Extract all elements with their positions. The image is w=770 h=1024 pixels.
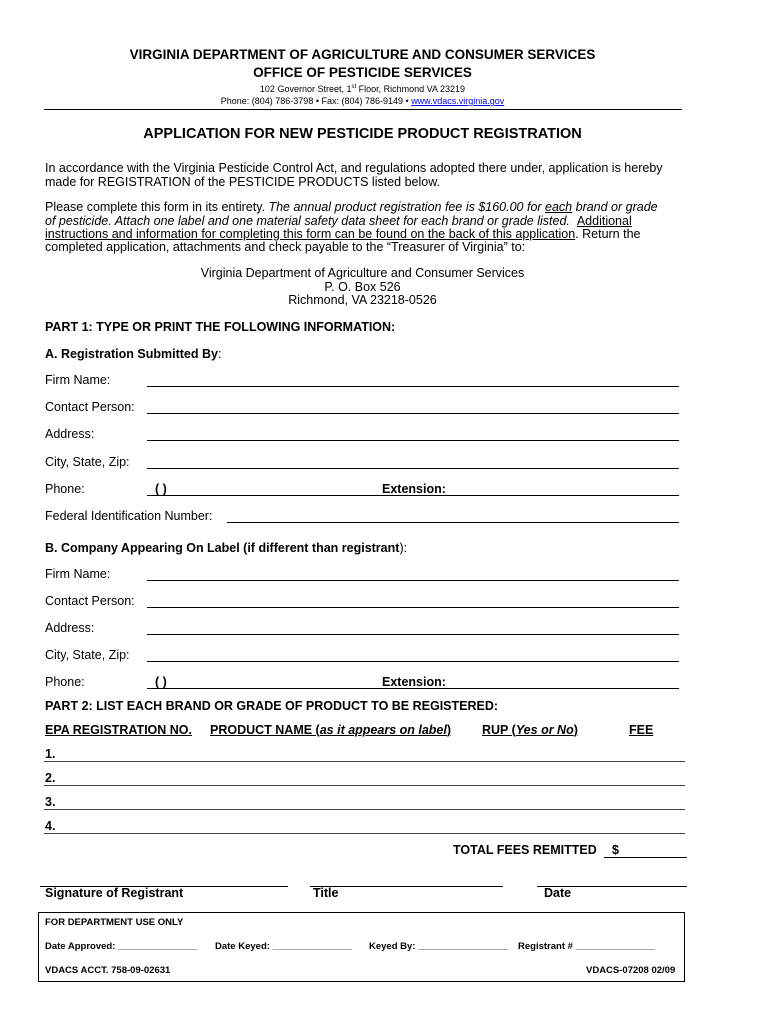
mailing-city: Richmond, VA 23218-0526 [288,293,437,307]
a-address-field[interactable] [147,440,679,441]
b-firm-label: Firm Name: [45,567,111,581]
total-fees-field[interactable] [604,857,687,858]
b-phone-label: Phone: [45,675,85,689]
intro-line-2: made for REGISTRATION of the PESTICIDE PRODUCTS listed below. [45,175,441,189]
dept-use-heading: FOR DEPARTMENT USE ONLY [45,917,184,928]
date-keyed-field: Date Keyed: _______________ [215,941,352,952]
part2-heading: PART 2: LIST EACH BRAND OR GRADE OF PRODUCT TO BE REGISTERED: [45,699,499,713]
b-address-field[interactable] [147,634,679,635]
date-approved-field: Date Approved: _______________ [45,941,198,952]
section-b-heading: B. Company Appearing On Label (if different than registrant): [45,541,408,555]
a-contact-field[interactable] [147,413,679,414]
product-row-2-field[interactable] [44,785,685,786]
title-field[interactable] [310,886,503,887]
instructions-line-3: instructions and information for completing this form can be found on the back of this application. Return the [45,227,641,241]
product-row-1-label: 1. [45,747,56,761]
vdacs-account: VDACS ACCT. 758-09-02631 [45,965,171,976]
title-label: Title [313,886,339,900]
b-extension-label: Extension: [382,675,446,689]
b-address-label: Address: [45,621,95,635]
product-row-4-label: 4. [45,819,56,833]
form-title: APPLICATION FOR NEW PESTICIDE PRODUCT REGISTRATION [143,126,582,142]
total-fees-label: TOTAL FEES REMITTED [453,843,597,857]
a-firm-label: Firm Name: [45,373,111,387]
section-a-heading: A. Registration Submitted By: [45,347,222,361]
col-fee-header: FEE [629,723,654,737]
website-link[interactable]: www.vdacs.virginia.gov [411,96,505,106]
intro-line-1: In accordance with the Virginia Pesticide Control Act, and regulations adopted there under, application is hereby [45,161,663,175]
a-contact-label: Contact Person: [45,400,135,414]
mailing-box: P. O. Box 526 [324,280,401,294]
a-city-field[interactable] [147,468,679,469]
b-phone-area-code: ( ) [155,675,167,689]
product-row-3-label: 3. [45,795,56,809]
instructions-line-1: Please complete this form in its entirety. The annual product registration fee is $160.00 for each brand or grade [45,200,658,214]
header-rule [44,109,682,110]
col-rup-header: RUP (Yes or No) [482,723,578,737]
office-name: OFFICE OF PESTICIDE SERVICES [253,65,472,80]
b-firm-field[interactable] [147,580,679,581]
b-city-field[interactable] [147,661,679,662]
product-row-3-field[interactable] [44,809,685,810]
b-contact-label: Contact Person: [45,594,135,608]
product-row-1-field[interactable] [44,761,685,762]
date-label: Date [544,886,572,900]
a-phone-area-code: ( ) [155,482,167,496]
keyed-by-field: Keyed By: _________________ [369,941,508,952]
form-number: VDACS-07208 02/09 [586,965,676,976]
a-phone-label: Phone: [45,482,85,496]
part1-heading: PART 1: TYPE OR PRINT THE FOLLOWING INFORMATION: [45,320,396,334]
col-product-header: PRODUCT NAME (as it appears on label) [210,723,452,737]
instructions-line-2: of pesticide. Attach one label and one material safety data sheet for each brand or grade listed. Additional [45,214,632,228]
signature-label: Signature of Registrant [45,886,184,900]
instructions-line-4: completed application, attachments and check payable to the “Treasurer of Virginia” to: [45,240,526,254]
a-address-label: Address: [45,427,95,441]
registrant-number-field: Registrant # _______________ [518,941,655,952]
office-contact: Phone: (804) 786-3798 • Fax: (804) 786-9149 • www.vdacs.virginia.gov [220,96,505,106]
office-address: 102 Governor Street, 1st Floor, Richmond VA 23219 [259,84,466,94]
fein-label: Federal Identification Number: [45,509,213,523]
a-city-label: City, State, Zip: [45,455,130,469]
a-firm-field[interactable] [147,386,679,387]
product-row-4-field[interactable] [44,833,685,834]
b-city-label: City, State, Zip: [45,648,130,662]
total-dollar-sign: $ [612,843,619,857]
a-extension-label: Extension: [382,482,446,496]
b-contact-field[interactable] [147,607,679,608]
fein-field[interactable] [227,522,679,523]
mailing-name: Virginia Department of Agriculture and Consumer Services [200,266,525,280]
department-name: VIRGINIA DEPARTMENT OF AGRICULTURE AND CONSUMER SERVICES [129,47,596,62]
col-epa-header: EPA REGISTRATION NO. [45,723,192,737]
product-row-2-label: 2. [45,771,56,785]
